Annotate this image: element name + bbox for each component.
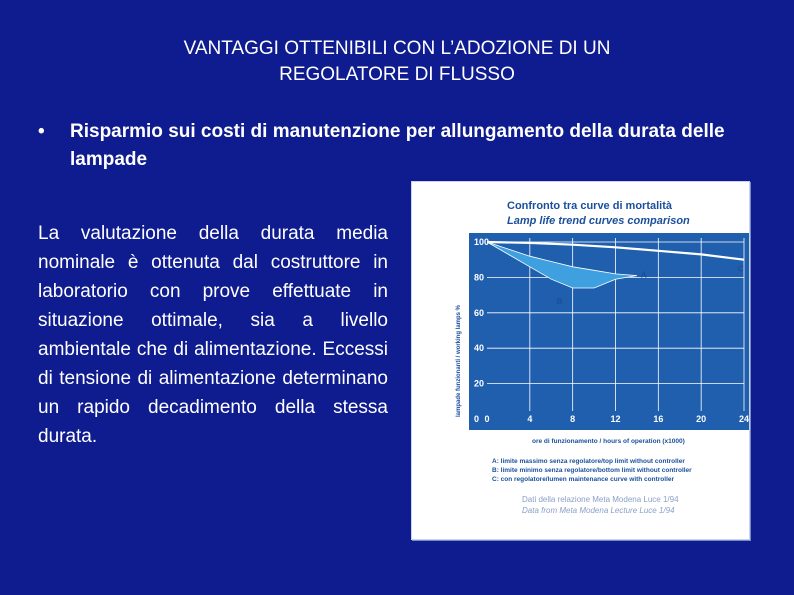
bullet-text: Risparmio sui costi di manutenzione per allungamento della durata delle lampade <box>70 121 725 170</box>
y-tick-label: 100 <box>474 237 490 247</box>
series-label-c: C <box>738 264 744 274</box>
plot-area <box>469 233 749 430</box>
y-axis-label: lampade funzionanti / working lamps % <box>456 304 462 417</box>
x-tick-label: 0 <box>484 414 490 424</box>
x-tick-label: 20 <box>696 414 707 424</box>
x-tick-label: 16 <box>653 414 664 424</box>
slide-title <box>80 36 714 88</box>
chart-svg <box>412 182 749 539</box>
note-c: C: con regolatore/lumen maintenance curve with controller <box>492 476 675 483</box>
x-tick-label: 8 <box>570 414 576 424</box>
y-tick-label: 60 <box>474 307 485 318</box>
bullet-icon: • <box>38 121 45 142</box>
bullet-point <box>38 118 778 174</box>
source-it: Dati della relazione Meta Modena Luce 1/94 <box>522 495 679 504</box>
x-axis-label: ore di funzionamento / hours of operation (x1000) <box>532 438 685 445</box>
body-paragraph: La valutazione della durata media nominale è ottenuta dal costruttore in laboratorio con prove effettuate in situazione ottimale, sia a livello ambientale che di alimentazione. Eccessi di tensione di alimentazione determinano un rapido decadimento della stessa durata. <box>38 223 388 447</box>
x-tick-label: 12 <box>610 414 621 424</box>
y-tick-label: 80 <box>474 272 485 283</box>
y-tick-label: 20 <box>474 378 485 389</box>
chart-title: Confronto tra curve di mortalità <box>507 200 673 212</box>
y-tick-label: 0 <box>474 414 480 424</box>
note-a: A: limite massimo senza regolatore/top limit without controller <box>492 458 685 465</box>
x-tick-label: 4 <box>527 414 533 424</box>
y-tick-label: 40 <box>474 343 485 354</box>
note-b: B: limite minimo senza regolatore/bottom limit without controller <box>492 467 692 474</box>
source-en: Data from Meta Modena Lecture Luce 1/94 <box>522 506 675 515</box>
slide-title-line1: VANTAGGI OTTENIBILI CON L’ADOZIONE DI UN <box>183 38 611 59</box>
slide-title-line2: REGOLATORE DI FLUSSO <box>279 64 515 85</box>
chart-figure <box>411 181 750 540</box>
x-tick-label: 24 <box>739 414 749 424</box>
series-label-a: A <box>640 270 647 280</box>
chart-subtitle: Lamp life trend curves comparison <box>507 215 690 227</box>
series-label-b: B <box>556 297 563 307</box>
